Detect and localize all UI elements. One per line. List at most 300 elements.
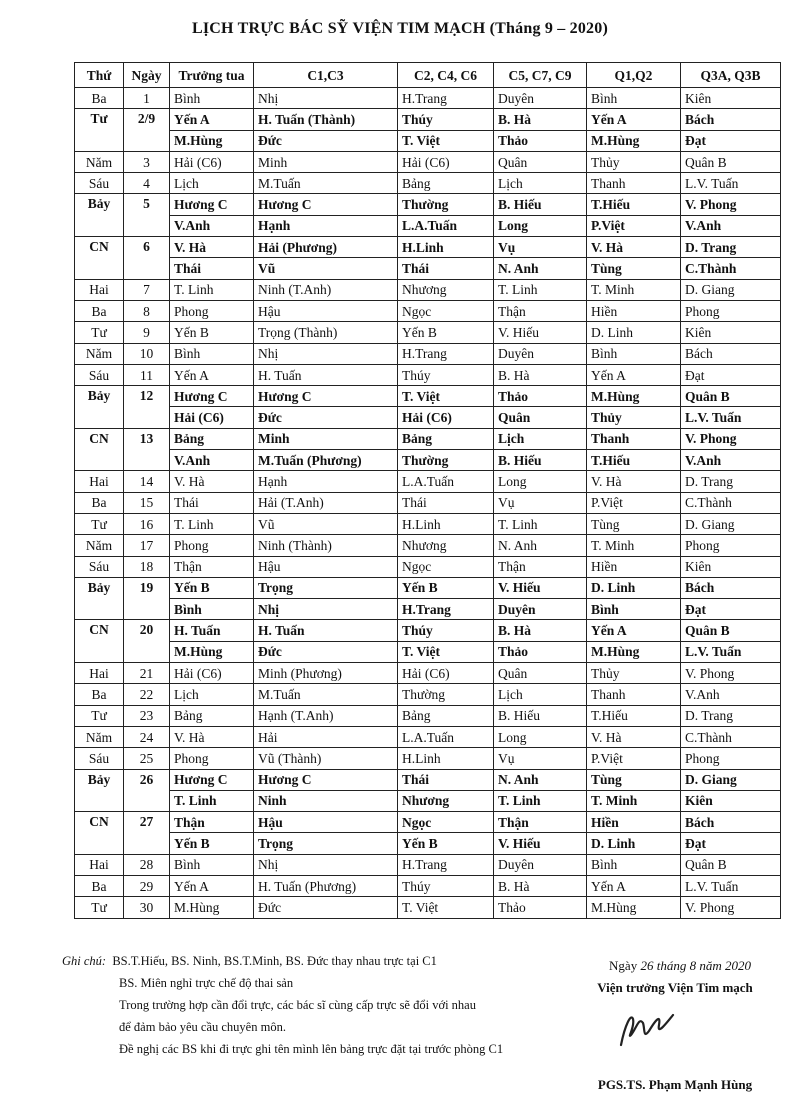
cell-c2-c4-c6: T. Việt bbox=[398, 130, 494, 151]
cell-q3a-q3b: Phong bbox=[681, 300, 781, 321]
table-row bbox=[75, 300, 781, 321]
cell-c2-c4-c6: Yến B bbox=[398, 322, 494, 343]
cell-q1-q2: T.Hiếu bbox=[587, 705, 681, 726]
cell-lead: Thái bbox=[170, 492, 254, 513]
table-row bbox=[75, 151, 781, 172]
cell-c5-c7-c9: N. Anh bbox=[494, 258, 587, 279]
day-cell: Tư bbox=[75, 322, 124, 343]
date-cell: 8 bbox=[124, 300, 170, 321]
cell-c2-c4-c6: Ngọc bbox=[398, 556, 494, 577]
table-row bbox=[75, 726, 781, 747]
cell-c5-c7-c9: B. Hà bbox=[494, 364, 587, 385]
cell-q3a-q3b: V.Anh bbox=[681, 684, 781, 705]
table-row bbox=[75, 343, 781, 364]
cell-c2-c4-c6: Ngọc bbox=[398, 300, 494, 321]
note-line-5: Đề nghị các BS khi đi trực ghi tên mình lên bảng trực đặt tại trước phòng C1 bbox=[119, 1042, 504, 1056]
cell-q1-q2: Hiền bbox=[587, 812, 681, 833]
cell-q1-q2: P.Việt bbox=[587, 748, 681, 769]
cell-q3a-q3b: Quân B bbox=[681, 620, 781, 641]
cell-c2-c4-c6: Bảng bbox=[398, 173, 494, 194]
table-row bbox=[75, 237, 781, 258]
cell-c1-c3: Trọng (Thành) bbox=[254, 322, 398, 343]
cell-c2-c4-c6: Yến B bbox=[398, 833, 494, 854]
header-q3a-q3b: Q3A, Q3B bbox=[681, 63, 781, 88]
table-row bbox=[75, 450, 781, 471]
cell-c2-c4-c6: H.Linh bbox=[398, 748, 494, 769]
cell-q3a-q3b: V.Anh bbox=[681, 215, 781, 236]
schedule-title: LỊCH TRỰC BÁC SỸ VIỆN TIM MẠCH (Tháng 9 – 2020) bbox=[192, 20, 608, 37]
date-cell: 3 bbox=[124, 151, 170, 172]
cell-q1-q2: D. Linh bbox=[587, 577, 681, 598]
cell-c1-c3: Trọng bbox=[254, 577, 398, 598]
date-cell: 2/9 bbox=[124, 109, 170, 152]
cell-c1-c3: Hương C bbox=[254, 386, 398, 407]
cell-q1-q2: Thủy bbox=[587, 663, 681, 684]
table-row bbox=[75, 407, 781, 428]
cell-c2-c4-c6: Nhương bbox=[398, 535, 494, 556]
cell-q3a-q3b: Bách bbox=[681, 812, 781, 833]
day-cell: Năm bbox=[75, 151, 124, 172]
cell-q1-q2: Bình bbox=[587, 854, 681, 875]
table-row bbox=[75, 812, 781, 833]
cell-q3a-q3b: Bách bbox=[681, 577, 781, 598]
cell-c2-c4-c6: L.A.Tuấn bbox=[398, 726, 494, 747]
date-cell: 16 bbox=[124, 513, 170, 534]
date-cell: 15 bbox=[124, 492, 170, 513]
cell-c1-c3: Hạnh bbox=[254, 215, 398, 236]
cell-q1-q2: Thủy bbox=[587, 407, 681, 428]
cell-c2-c4-c6: Hải (C6) bbox=[398, 663, 494, 684]
cell-c5-c7-c9: T. Linh bbox=[494, 279, 587, 300]
cell-c2-c4-c6: Thái bbox=[398, 492, 494, 513]
cell-q3a-q3b: C.Thành bbox=[681, 726, 781, 747]
signature-org: Viện trưởng Viện Tim mạch bbox=[597, 980, 753, 995]
day-cell: CN bbox=[75, 620, 124, 663]
date-cell: 29 bbox=[124, 875, 170, 896]
table-row bbox=[75, 833, 781, 854]
cell-q1-q2: V. Hà bbox=[587, 237, 681, 258]
table-row bbox=[75, 620, 781, 641]
day-cell: Ba bbox=[75, 875, 124, 896]
cell-c5-c7-c9: Long bbox=[494, 726, 587, 747]
cell-c5-c7-c9: B. Hiếu bbox=[494, 705, 587, 726]
cell-q1-q2: Tùng bbox=[587, 258, 681, 279]
day-cell: CN bbox=[75, 237, 124, 280]
cell-c1-c3: Hạnh bbox=[254, 471, 398, 492]
cell-c2-c4-c6: Nhương bbox=[398, 279, 494, 300]
cell-c1-c3: Đức bbox=[254, 641, 398, 662]
cell-q3a-q3b: V. Phong bbox=[681, 663, 781, 684]
day-cell: Năm bbox=[75, 726, 124, 747]
cell-q3a-q3b: D. Trang bbox=[681, 471, 781, 492]
cell-c1-c3: M.Tuấn (Phương) bbox=[254, 450, 398, 471]
cell-c1-c3: Đức bbox=[254, 897, 398, 918]
cell-q3a-q3b: Kiên bbox=[681, 556, 781, 577]
header-shift-lead: Trưởng tua bbox=[170, 63, 254, 88]
header-q1-q2: Q1,Q2 bbox=[587, 63, 681, 88]
cell-c5-c7-c9: Duyên bbox=[494, 343, 587, 364]
table-row bbox=[75, 279, 781, 300]
table-row bbox=[75, 130, 781, 151]
day-cell: Sáu bbox=[75, 748, 124, 769]
cell-q1-q2: Tùng bbox=[587, 769, 681, 790]
table-row bbox=[75, 386, 781, 407]
cell-c1-c3: Hải bbox=[254, 726, 398, 747]
date-cell: 6 bbox=[124, 237, 170, 280]
cell-q3a-q3b: L.V. Tuấn bbox=[681, 641, 781, 662]
cell-c1-c3: Minh bbox=[254, 151, 398, 172]
cell-c5-c7-c9: B. Hà bbox=[494, 620, 587, 641]
cell-q3a-q3b: Phong bbox=[681, 535, 781, 556]
date-cell: 17 bbox=[124, 535, 170, 556]
cell-c5-c7-c9: T. Linh bbox=[494, 513, 587, 534]
date-cell: 25 bbox=[124, 748, 170, 769]
cell-c1-c3: Nhị bbox=[254, 343, 398, 364]
table-row bbox=[75, 790, 781, 811]
cell-c1-c3: Hạnh (T.Anh) bbox=[254, 705, 398, 726]
cell-c1-c3: Ninh (T.Anh) bbox=[254, 279, 398, 300]
date-prefix: Ngày bbox=[609, 958, 641, 973]
cell-lead: Bảng bbox=[170, 705, 254, 726]
table-row bbox=[75, 684, 781, 705]
cell-lead: Bình bbox=[170, 88, 254, 109]
cell-q3a-q3b: L.V. Tuấn bbox=[681, 173, 781, 194]
table-header-row bbox=[75, 63, 781, 88]
cell-q3a-q3b: Đạt bbox=[681, 364, 781, 385]
table-row bbox=[75, 769, 781, 790]
cell-c5-c7-c9: T. Linh bbox=[494, 790, 587, 811]
cell-q3a-q3b: V.Anh bbox=[681, 450, 781, 471]
cell-c5-c7-c9: Vụ bbox=[494, 492, 587, 513]
table-row bbox=[75, 215, 781, 236]
table-row bbox=[75, 556, 781, 577]
cell-q3a-q3b: Phong bbox=[681, 748, 781, 769]
cell-c1-c3: Hương C bbox=[254, 194, 398, 215]
cell-lead: Yến B bbox=[170, 577, 254, 598]
cell-c2-c4-c6: Thường bbox=[398, 194, 494, 215]
cell-q1-q2: D. Linh bbox=[587, 322, 681, 343]
cell-c5-c7-c9: Long bbox=[494, 471, 587, 492]
note-line-2: BS. Miên nghỉ trực chế độ thai sản bbox=[119, 976, 294, 990]
cell-c2-c4-c6: Thường bbox=[398, 450, 494, 471]
cell-q1-q2: M.Hùng bbox=[587, 386, 681, 407]
cell-c1-c3: Hậu bbox=[254, 812, 398, 833]
cell-c5-c7-c9: Long bbox=[494, 215, 587, 236]
cell-c5-c7-c9: Vụ bbox=[494, 748, 587, 769]
cell-c2-c4-c6: T. Việt bbox=[398, 386, 494, 407]
cell-c1-c3: M.Tuấn bbox=[254, 684, 398, 705]
date-cell: 5 bbox=[124, 194, 170, 237]
day-cell: CN bbox=[75, 812, 124, 855]
cell-c1-c3: Nhị bbox=[254, 854, 398, 875]
cell-c2-c4-c6: Thái bbox=[398, 258, 494, 279]
cell-c5-c7-c9: Thảo bbox=[494, 897, 587, 918]
day-cell: Ba bbox=[75, 684, 124, 705]
cell-lead: Phong bbox=[170, 748, 254, 769]
cell-c2-c4-c6: Yến B bbox=[398, 577, 494, 598]
cell-lead: Hương C bbox=[170, 769, 254, 790]
cell-q1-q2: Yến A bbox=[587, 620, 681, 641]
cell-c1-c3: M.Tuấn bbox=[254, 173, 398, 194]
cell-q3a-q3b: V. Phong bbox=[681, 194, 781, 215]
cell-q3a-q3b: Kiên bbox=[681, 322, 781, 343]
cell-c1-c3: Hải (Phương) bbox=[254, 237, 398, 258]
cell-lead: Yến B bbox=[170, 322, 254, 343]
cell-c2-c4-c6: Thúy bbox=[398, 875, 494, 896]
day-cell: Hai bbox=[75, 854, 124, 875]
cell-q1-q2: P.Việt bbox=[587, 492, 681, 513]
cell-lead: Phong bbox=[170, 300, 254, 321]
cell-c1-c3: Ninh (Thành) bbox=[254, 535, 398, 556]
cell-q1-q2: Thanh bbox=[587, 428, 681, 449]
cell-lead: Lịch bbox=[170, 684, 254, 705]
day-cell: Tư bbox=[75, 705, 124, 726]
cell-q3a-q3b: Quân B bbox=[681, 151, 781, 172]
cell-q1-q2: M.Hùng bbox=[587, 130, 681, 151]
table-row bbox=[75, 577, 781, 598]
cell-c1-c3: Minh (Phương) bbox=[254, 663, 398, 684]
cell-c1-c3: Minh bbox=[254, 428, 398, 449]
cell-q1-q2: Yến A bbox=[587, 109, 681, 130]
cell-c2-c4-c6: H.Linh bbox=[398, 513, 494, 534]
cell-q3a-q3b: Quân B bbox=[681, 386, 781, 407]
day-cell: Sáu bbox=[75, 556, 124, 577]
cell-c5-c7-c9: Thận bbox=[494, 556, 587, 577]
cell-lead: Yến A bbox=[170, 364, 254, 385]
cell-q1-q2: M.Hùng bbox=[587, 897, 681, 918]
table-row bbox=[75, 492, 781, 513]
cell-c5-c7-c9: N. Anh bbox=[494, 769, 587, 790]
cell-c5-c7-c9: Thận bbox=[494, 812, 587, 833]
header-date: Ngày bbox=[124, 63, 170, 88]
cell-c1-c3: Nhị bbox=[254, 88, 398, 109]
date-cell: 7 bbox=[124, 279, 170, 300]
day-cell: Năm bbox=[75, 343, 124, 364]
table-row bbox=[75, 513, 781, 534]
cell-c5-c7-c9: Lịch bbox=[494, 428, 587, 449]
cell-lead: Yến B bbox=[170, 833, 254, 854]
table-row bbox=[75, 364, 781, 385]
date-cell: 10 bbox=[124, 343, 170, 364]
cell-lead: V. Hà bbox=[170, 726, 254, 747]
cell-q1-q2: Bình bbox=[587, 88, 681, 109]
day-cell: Hai bbox=[75, 471, 124, 492]
day-cell: Bảy bbox=[75, 577, 124, 620]
cell-c5-c7-c9: Vụ bbox=[494, 237, 587, 258]
cell-lead: M.Hùng bbox=[170, 897, 254, 918]
table-row bbox=[75, 897, 781, 918]
header-day: Thứ bbox=[75, 63, 124, 88]
cell-q3a-q3b: Bách bbox=[681, 109, 781, 130]
cell-c2-c4-c6: H.Trang bbox=[398, 599, 494, 620]
cell-c2-c4-c6: Ngọc bbox=[398, 812, 494, 833]
day-cell: Hai bbox=[75, 279, 124, 300]
table-row bbox=[75, 173, 781, 194]
cell-lead: Bình bbox=[170, 343, 254, 364]
cell-lead: V. Hà bbox=[170, 237, 254, 258]
table-row bbox=[75, 663, 781, 684]
cell-lead: V.Anh bbox=[170, 450, 254, 471]
cell-c1-c3: Trọng bbox=[254, 833, 398, 854]
table-row bbox=[75, 748, 781, 769]
cell-c5-c7-c9: V. Hiếu bbox=[494, 833, 587, 854]
day-cell: Hai bbox=[75, 663, 124, 684]
table-row bbox=[75, 258, 781, 279]
table-row bbox=[75, 428, 781, 449]
cell-lead: Phong bbox=[170, 535, 254, 556]
cell-c5-c7-c9: Duyên bbox=[494, 854, 587, 875]
cell-c2-c4-c6: Bảng bbox=[398, 705, 494, 726]
day-cell: Sáu bbox=[75, 364, 124, 385]
day-cell: CN bbox=[75, 428, 124, 471]
date-cell: 30 bbox=[124, 897, 170, 918]
cell-q1-q2: Tùng bbox=[587, 513, 681, 534]
day-cell: Tư bbox=[75, 109, 124, 152]
cell-c2-c4-c6: Thúy bbox=[398, 109, 494, 130]
cell-q1-q2: Yến A bbox=[587, 364, 681, 385]
table-row bbox=[75, 875, 781, 896]
cell-q3a-q3b: D. Trang bbox=[681, 237, 781, 258]
cell-q1-q2: Bình bbox=[587, 343, 681, 364]
cell-q1-q2: M.Hùng bbox=[587, 641, 681, 662]
cell-c5-c7-c9: Quân bbox=[494, 151, 587, 172]
cell-c5-c7-c9: Lịch bbox=[494, 684, 587, 705]
cell-c5-c7-c9: Quân bbox=[494, 407, 587, 428]
cell-q3a-q3b: D. Giang bbox=[681, 279, 781, 300]
cell-c1-c3: Hậu bbox=[254, 300, 398, 321]
cell-q3a-q3b: D. Giang bbox=[681, 769, 781, 790]
date-cell: 20 bbox=[124, 620, 170, 663]
date-cell: 11 bbox=[124, 364, 170, 385]
cell-q1-q2: D. Linh bbox=[587, 833, 681, 854]
date-cell: 28 bbox=[124, 854, 170, 875]
cell-c1-c3: Vũ bbox=[254, 258, 398, 279]
note-line-1 bbox=[62, 950, 542, 972]
cell-c5-c7-c9: Thận bbox=[494, 300, 587, 321]
cell-lead: Hải (C6) bbox=[170, 151, 254, 172]
cell-c1-c3: Hậu bbox=[254, 556, 398, 577]
cell-lead: Hải (C6) bbox=[170, 663, 254, 684]
cell-c2-c4-c6: H.Trang bbox=[398, 88, 494, 109]
cell-q1-q2: Thanh bbox=[587, 684, 681, 705]
cell-lead: Yến A bbox=[170, 109, 254, 130]
cell-q3a-q3b: Đạt bbox=[681, 130, 781, 151]
header-c1-c3: C1,C3 bbox=[254, 63, 398, 88]
cell-lead: T. Linh bbox=[170, 279, 254, 300]
cell-c5-c7-c9: V. Hiếu bbox=[494, 577, 587, 598]
day-cell: Bảy bbox=[75, 386, 124, 429]
day-cell: Ba bbox=[75, 300, 124, 321]
date-cell: 13 bbox=[124, 428, 170, 471]
cell-c5-c7-c9: Thảo bbox=[494, 386, 587, 407]
date-cell: 12 bbox=[124, 386, 170, 429]
cell-c1-c3: Đức bbox=[254, 130, 398, 151]
cell-q3a-q3b: Quân B bbox=[681, 854, 781, 875]
cell-c1-c3: Vũ bbox=[254, 513, 398, 534]
cell-q1-q2: V. Hà bbox=[587, 471, 681, 492]
date-cell: 9 bbox=[124, 322, 170, 343]
table-row bbox=[75, 322, 781, 343]
signer-name: PGS.TS. Phạm Mạnh Hùng bbox=[597, 1077, 753, 1092]
cell-c1-c3: H. Tuấn bbox=[254, 620, 398, 641]
cell-lead: Thận bbox=[170, 812, 254, 833]
notes-block bbox=[62, 950, 542, 1060]
cell-c1-c3: H. Tuấn (Phương) bbox=[254, 875, 398, 896]
table-row bbox=[75, 705, 781, 726]
cell-q3a-q3b: D. Trang bbox=[681, 705, 781, 726]
cell-q3a-q3b: D. Giang bbox=[681, 513, 781, 534]
header-c2-c4-c6: C2, C4, C6 bbox=[398, 63, 494, 88]
cell-q1-q2: P.Việt bbox=[587, 215, 681, 236]
day-cell: Năm bbox=[75, 535, 124, 556]
cell-c5-c7-c9: Thảo bbox=[494, 641, 587, 662]
handwritten-signature-icon bbox=[615, 1005, 685, 1053]
cell-q1-q2: V. Hà bbox=[587, 726, 681, 747]
cell-c2-c4-c6: L.A.Tuấn bbox=[398, 215, 494, 236]
cell-lead: T. Linh bbox=[170, 513, 254, 534]
table-row bbox=[75, 471, 781, 492]
notes-label: Ghi chú: bbox=[62, 954, 107, 968]
cell-q3a-q3b: V. Phong bbox=[681, 428, 781, 449]
cell-q1-q2: Bình bbox=[587, 599, 681, 620]
cell-c2-c4-c6: T. Việt bbox=[398, 641, 494, 662]
date-cell: 18 bbox=[124, 556, 170, 577]
table-row bbox=[75, 88, 781, 109]
cell-c2-c4-c6: Hải (C6) bbox=[398, 151, 494, 172]
cell-c5-c7-c9: Lịch bbox=[494, 173, 587, 194]
signature-date bbox=[570, 955, 790, 977]
cell-lead: Bình bbox=[170, 599, 254, 620]
cell-q1-q2: Yến A bbox=[587, 875, 681, 896]
cell-lead: Lịch bbox=[170, 173, 254, 194]
cell-q3a-q3b: L.V. Tuấn bbox=[681, 407, 781, 428]
note-text: BS.T.Hiếu, BS. Ninh, BS.T.Minh, BS. Đức thay nhau trực tại C1 bbox=[112, 954, 437, 968]
cell-q3a-q3b: Bách bbox=[681, 343, 781, 364]
day-cell: Sáu bbox=[75, 173, 124, 194]
cell-lead: M.Hùng bbox=[170, 130, 254, 151]
schedule-body bbox=[75, 88, 781, 919]
date-cell: 22 bbox=[124, 684, 170, 705]
cell-lead: Thận bbox=[170, 556, 254, 577]
day-cell: Ba bbox=[75, 88, 124, 109]
table-row bbox=[75, 854, 781, 875]
cell-q1-q2: T.Hiếu bbox=[587, 194, 681, 215]
date-cell: 1 bbox=[124, 88, 170, 109]
cell-q3a-q3b: Đạt bbox=[681, 833, 781, 854]
cell-c5-c7-c9: Duyên bbox=[494, 599, 587, 620]
cell-lead: Thái bbox=[170, 258, 254, 279]
cell-c5-c7-c9: B. Hiếu bbox=[494, 194, 587, 215]
cell-c1-c3: H. Tuấn (Thành) bbox=[254, 109, 398, 130]
cell-c2-c4-c6: H.Trang bbox=[398, 343, 494, 364]
table-row bbox=[75, 109, 781, 130]
cell-c2-c4-c6: L.A.Tuấn bbox=[398, 471, 494, 492]
cell-lead: V. Hà bbox=[170, 471, 254, 492]
day-cell: Ba bbox=[75, 492, 124, 513]
note-line-3: Trong trường hợp cần đổi trực, các bác sĩ cùng cấp trực sẽ đổi với nhau bbox=[119, 998, 476, 1012]
cell-q1-q2: Thanh bbox=[587, 173, 681, 194]
date-cell: 14 bbox=[124, 471, 170, 492]
cell-c5-c7-c9: Quân bbox=[494, 663, 587, 684]
cell-q1-q2: T. Minh bbox=[587, 279, 681, 300]
date-cell: 4 bbox=[124, 173, 170, 194]
cell-c1-c3: H. Tuấn bbox=[254, 364, 398, 385]
cell-c1-c3: Vũ (Thành) bbox=[254, 748, 398, 769]
schedule-table bbox=[74, 62, 781, 919]
cell-q1-q2: Hiền bbox=[587, 556, 681, 577]
cell-c2-c4-c6: Bảng bbox=[398, 428, 494, 449]
cell-lead: Bình bbox=[170, 854, 254, 875]
